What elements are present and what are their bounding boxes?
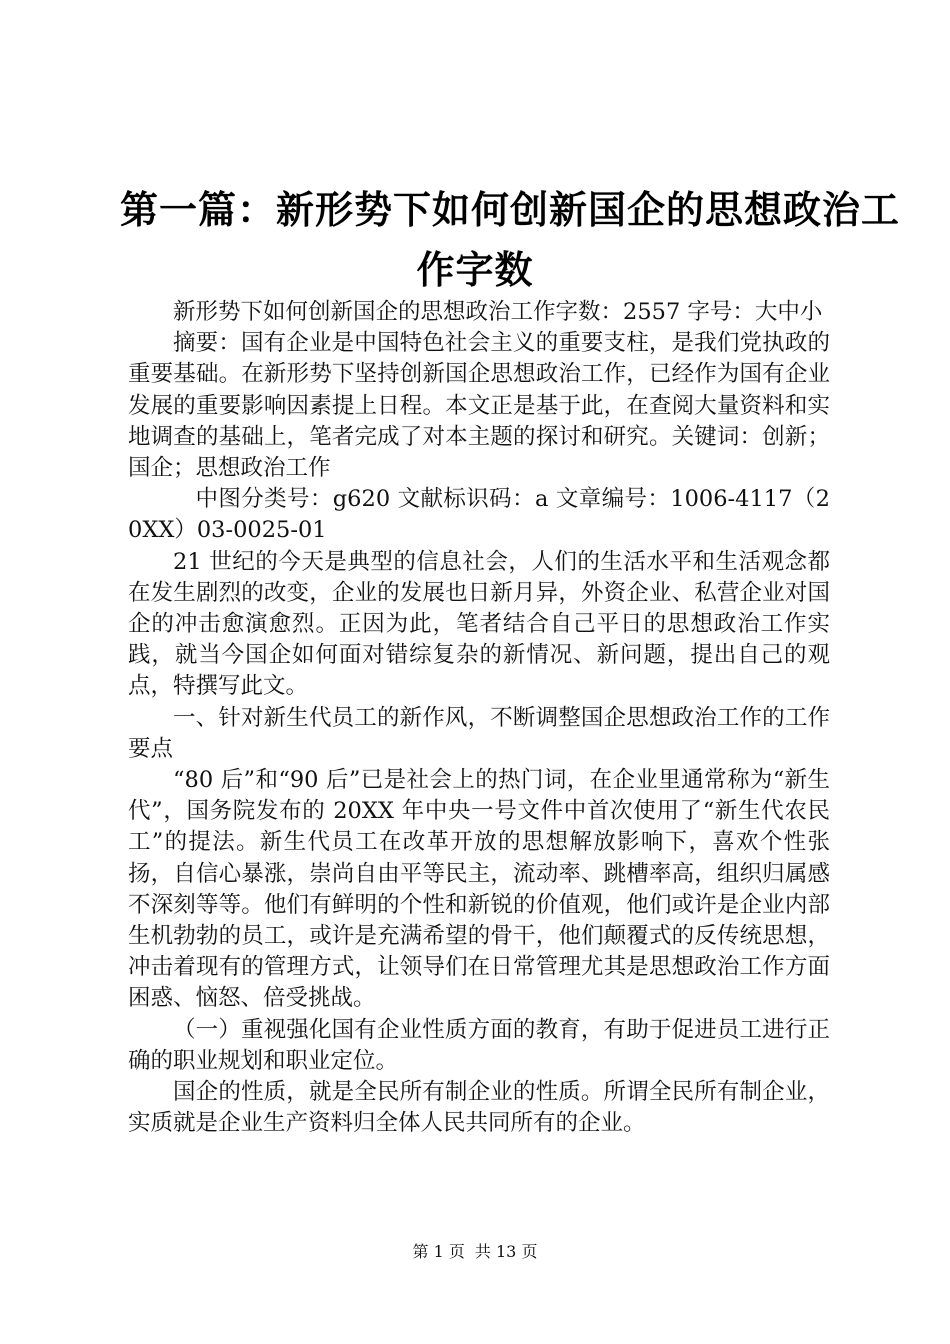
body-paragraph: “80 后”和“90 后”已是社会上的热门词，在企业里通常称为“新生代”，国务院发布的 20XX 年中央一号文件中首次使用了“新生代农民工”的提法。新生代员工在改革开放的思想解放影响下，喜欢个性张扬，自信心暴涨，崇尚自由平等民主，流动率、跳槽率高，组织归属感不深刻等等。他们有鲜明的个性和新锐的价值观，他们或许是企业内部生机勃勃的员工，或许是充满希望的骨干，他们颠覆式的反传统思想，冲击着现有的管理方式，让领导们在日常管理尤其是思想政治工作方面困惑、恼怒、倍受挑战。: [128, 767, 830, 1012]
page-footer: [0, 1242, 950, 1262]
subsection-heading-1: （一）重视强化国有企业性质方面的教育，有助于促进员工进行正确的职业规划和职业定位。: [128, 1016, 830, 1074]
article-meta-paragraph: 新形势下如何创新国企的思想政治工作字数：2557 字号：大中小: [173, 299, 823, 325]
section-heading-1: 一、针对新生代员工的新作风，不断调整国企思想政治工作的工作要点: [128, 704, 830, 762]
abstract-paragraph: 摘要：国有企业是中国特色社会主义的重要支柱，是我们党执政的重要基础。在新形势下坚持创新国企思想政治工作，已经作为国有企业发展的重要影响因素提上日程。本文正是基于此，在查阅大量资料和实地调查的基础上，笔者完成了对本主题的探讨和研究。关键词：创新；国企；思想政治工作: [128, 330, 830, 482]
body-paragraph: 国企的性质，就是全民所有制企业的性质。所谓全民所有制企业，实质就是企业生产资料归全体人民共同所有的企业。: [128, 1079, 830, 1137]
page-number: 第 1 页: [412, 1242, 465, 1261]
page-total: 共 13 页: [474, 1242, 538, 1261]
document-title: [120, 180, 901, 300]
classification-paragraph: 中图分类号：g620 文献标识码：a 文章编号：1006-4117（20XX）03-0025-01: [128, 486, 830, 544]
document-body: [128, 297, 830, 1139]
intro-paragraph: 21 世纪的今天是典型的信息社会，人们的生活水平和生活观念都在发生剧烈的改变，企业的发展也日新月异，外资企业、私营企业对国企的冲击愈演愈烈。正因为此，笔者结合自己平日的思想政治工作实践，就当今国企如何面对错综复杂的新情况、新问题，提出自己的观点，特撰写此文。: [128, 548, 830, 700]
title-line-2: 作字数: [416, 247, 534, 292]
title-line-1: 第一篇：新形势下如何创新国企的思想政治工: [120, 187, 901, 232]
